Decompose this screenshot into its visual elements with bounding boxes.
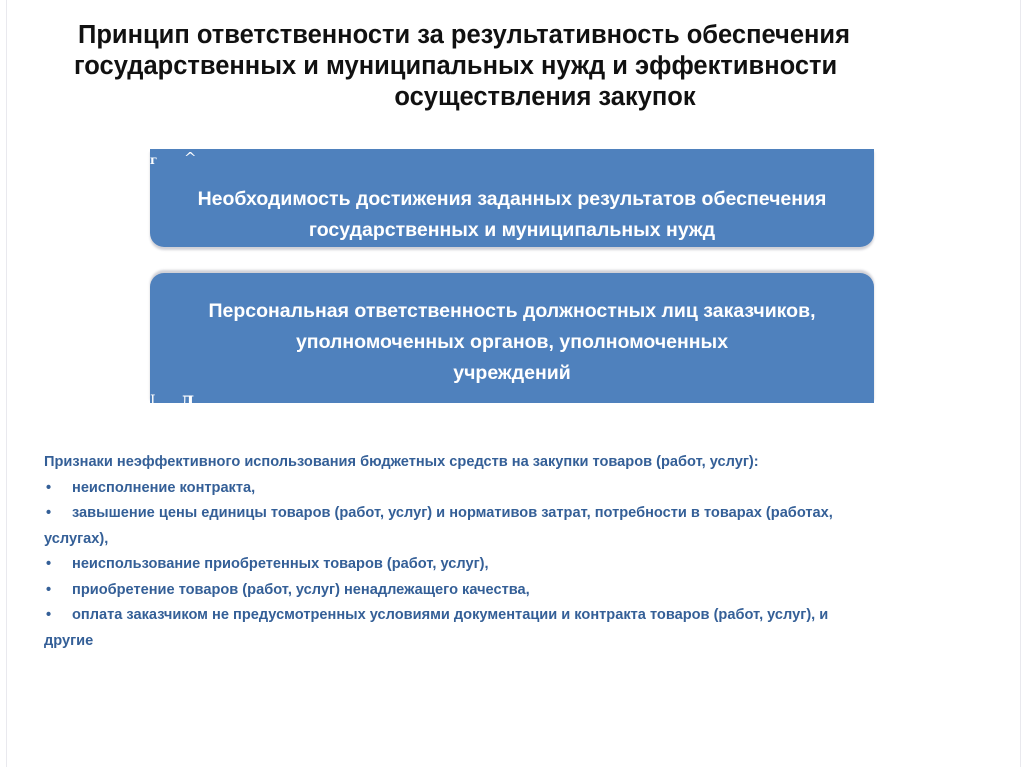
- personal-responsibility-line-1: Персональная ответственность должностных лиц заказчиков,: [208, 300, 816, 322]
- list-item-continuation: другие: [44, 632, 94, 649]
- list-item-text: неисполнение контракта,: [72, 479, 256, 496]
- slide-title-line-2: государственных и муниципальных нужд и эффективности: [74, 52, 838, 80]
- list-item: [44, 501, 994, 552]
- glyph-artifact-bar: I: [150, 393, 156, 409]
- bullet-icon: •: [46, 505, 52, 521]
- bullet-icon: •: [46, 479, 52, 496]
- inefficiency-signs-list: [44, 476, 994, 655]
- slide-title: [40, 20, 980, 113]
- list-item: [44, 603, 994, 654]
- bullet-icon: •: [46, 607, 52, 623]
- list-item-text: неиспользование приобретенных товаров (работ, услуг),: [72, 556, 489, 572]
- list-item: [44, 552, 994, 578]
- personal-responsibility-line-3: учреждений: [453, 362, 571, 384]
- slide-frame-left: [6, 0, 7, 767]
- bullet-icon: •: [46, 581, 52, 598]
- inefficiency-signs-heading: Признаки неэффективного использования бюджетных средств на закупки товаров (работ, услуг):: [44, 454, 759, 470]
- list-item-text: завышение цены единицы товаров (работ, услуг) и нормативов затрат, потребности в товарах (работах,: [72, 505, 833, 521]
- result-necessity-box: [150, 149, 874, 247]
- slide-title-line-1: Принцип ответственности за результативность обеспечения: [78, 21, 850, 49]
- glyph-artifact-angle: Л: [180, 392, 195, 411]
- slide-frame-right: [1020, 0, 1021, 767]
- glyph-artifact-g: г: [150, 153, 158, 167]
- list-item: [44, 476, 994, 502]
- list-item: [44, 578, 994, 604]
- inefficiency-signs: [44, 450, 994, 654]
- result-necessity-text: [150, 184, 874, 246]
- glyph-artifact-caret: ^: [184, 149, 197, 167]
- personal-responsibility-box: [150, 273, 874, 411]
- slide-title-line-3: осуществления закупок: [394, 83, 696, 111]
- list-item-text: приобретение товаров (работ, услуг) ненадлежащего качества,: [72, 581, 530, 598]
- bullet-icon: •: [46, 556, 52, 572]
- result-necessity-line-1: Необходимость достижения заданных результатов обеспечения: [197, 188, 827, 210]
- list-item-continuation: услугах),: [44, 530, 109, 547]
- personal-responsibility-text: [150, 296, 874, 389]
- result-necessity-line-2: государственных и муниципальных нужд: [308, 219, 716, 241]
- personal-responsibility-line-2: уполномоченных органов, уполномоченных: [295, 331, 729, 353]
- list-item-text: оплата заказчиком не предусмотренных условиями документации и контракта товаров (работ, услуг), и: [72, 607, 829, 623]
